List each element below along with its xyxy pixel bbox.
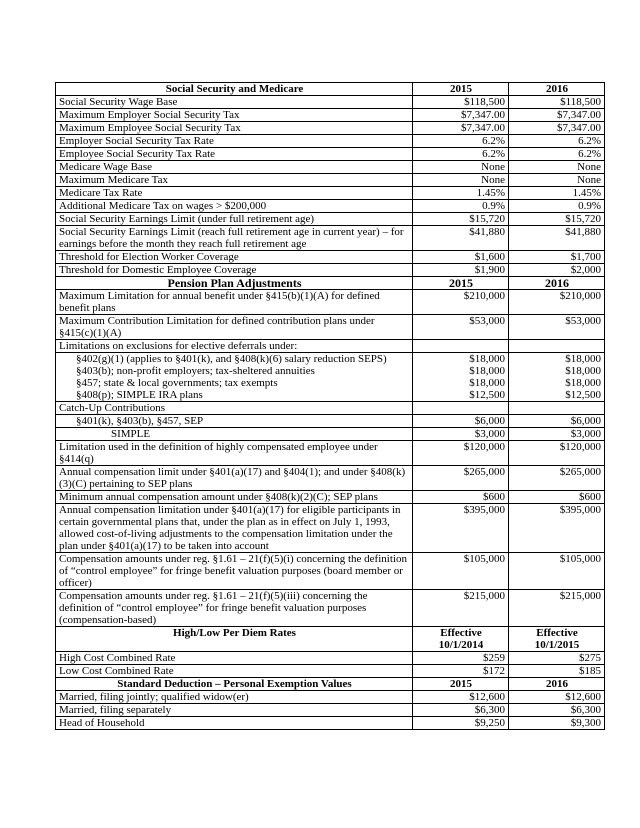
value-2015: $1,600 <box>413 251 509 264</box>
value-2016: $6,300 <box>509 704 605 717</box>
row-label: Maximum Employer Social Security Tax <box>56 109 413 122</box>
table-row <box>56 491 605 504</box>
value-2015: $12,600 <box>413 691 509 704</box>
value-2016: $1,700 <box>509 251 605 264</box>
table-row <box>56 402 605 415</box>
value-2015: $7,347.00 <box>413 109 509 122</box>
value-2015: None <box>413 174 509 187</box>
table-row <box>56 415 605 428</box>
row-label: Maximum Employee Social Security Tax <box>56 122 413 135</box>
table-row <box>56 187 605 200</box>
value-2016: $118,500 <box>509 96 605 109</box>
value-2015: $172 <box>413 665 509 678</box>
value-2016: $265,000 <box>509 466 605 491</box>
value-2015: 6.2% <box>413 135 509 148</box>
value-2015: $600 <box>413 491 509 504</box>
value-2015: $6,000 <box>413 415 509 428</box>
value-2015: $259 <box>413 652 509 665</box>
table-row <box>56 213 605 226</box>
value-2015: $105,000 <box>413 553 509 590</box>
value-2015: 1.45% <box>413 187 509 200</box>
table-row <box>56 161 605 174</box>
row-label: Maximum Contribution Limitation for defined contribution plans under §415(c)(1)(A) <box>56 315 413 340</box>
value-2015: $18,000 $18,000 $18,000 $12,500 <box>413 353 509 402</box>
column-year-header: 2016 <box>509 678 605 691</box>
value-2015: $15,720 <box>413 213 509 226</box>
value-2016: $18,000 $18,000 $18,000 $12,500 <box>509 353 605 402</box>
section-header <box>56 83 605 96</box>
table-row <box>56 96 605 109</box>
table-row <box>56 122 605 135</box>
row-label: Maximum Limitation for annual benefit under §415(b)(1)(A) for defined benefit plans <box>56 290 413 315</box>
table-row <box>56 148 605 161</box>
table-row <box>56 553 605 590</box>
table-row <box>56 109 605 122</box>
row-label: Employee Social Security Tax Rate <box>56 148 413 161</box>
value-2015: $6,300 <box>413 704 509 717</box>
value-2016: $7,347.00 <box>509 109 605 122</box>
tax-figures-body <box>56 83 605 730</box>
value-2016: 1.45% <box>509 187 605 200</box>
value-2016: 0.9% <box>509 200 605 213</box>
row-label: Annual compensation limit under §401(a)(17) and §404(1); and under §408(k)(3)(C) pertaining to SEP plans <box>56 466 413 491</box>
row-label: Employer Social Security Tax Rate <box>56 135 413 148</box>
row-label: Minimum annual compensation amount under §408(k)(2)(C); SEP plans <box>56 491 413 504</box>
table-row <box>56 665 605 678</box>
value-2016: None <box>509 161 605 174</box>
value-2016: $395,000 <box>509 504 605 553</box>
row-label: Head of Household <box>56 717 413 730</box>
row-label: Limitation used in the definition of highly compensated employee under §414(q) <box>56 441 413 466</box>
table-row <box>56 353 605 402</box>
section-header <box>56 627 605 652</box>
value-2015: $120,000 <box>413 441 509 466</box>
row-label: §402(g)(1) (applies to §401(k), and §408(k)(6) salary reduction SEPS) §403(b); non-profit employers; tax-sheltered annuities §457; state & local governments; tax exempts §408(p); SIMPLE IRA plans <box>56 353 413 402</box>
table-row <box>56 251 605 264</box>
value-2016: $210,000 <box>509 290 605 315</box>
row-label: Married, filing jointly; qualified widow(er) <box>56 691 413 704</box>
row-label: Compensation amounts under reg. §1.61 – 21(f)(5)(iii) concerning the definition of “control employee” for fringe benefit valuation purposes (compensation-based) <box>56 590 413 627</box>
row-label: Social Security Earnings Limit (reach full retirement age in current year) – for earnings before the month they reach full retirement age <box>56 226 413 251</box>
table-row <box>56 504 605 553</box>
section-header <box>56 277 605 290</box>
row-label: Medicare Tax Rate <box>56 187 413 200</box>
value-2015: $9,250 <box>413 717 509 730</box>
column-year-header: 2016 <box>509 277 605 290</box>
column-year-header: 2015 <box>413 277 509 290</box>
value-2016: None <box>509 174 605 187</box>
value-2016: $600 <box>509 491 605 504</box>
table-row <box>56 652 605 665</box>
value-2016: 6.2% <box>509 148 605 161</box>
value-2015: $7,347.00 <box>413 122 509 135</box>
value-2016: $53,000 <box>509 315 605 340</box>
table-row <box>56 315 605 340</box>
value-2015 <box>413 340 509 353</box>
column-year-header: Effective 10/1/2014 <box>413 627 509 652</box>
value-2015: $53,000 <box>413 315 509 340</box>
value-2015: None <box>413 161 509 174</box>
row-label: Annual compensation limitation under §401(a)(17) for eligible participants in certain governmental plans that, under the plan as in effect on July 1, 1993, allowed cost-of-living adjustments to the compensation limitation under the plan under §401(a)(17) to be taken into account <box>56 504 413 553</box>
column-year-header: 2016 <box>509 83 605 96</box>
value-2016: $9,300 <box>509 717 605 730</box>
value-2015: $210,000 <box>413 290 509 315</box>
value-2015: 6.2% <box>413 148 509 161</box>
row-label: Social Security Earnings Limit (under full retirement age) <box>56 213 413 226</box>
value-2015: 0.9% <box>413 200 509 213</box>
row-label: Medicare Wage Base <box>56 161 413 174</box>
row-label: High Cost Combined Rate <box>56 652 413 665</box>
table-row <box>56 135 605 148</box>
value-2015: $215,000 <box>413 590 509 627</box>
column-year-header: Effective 10/1/2015 <box>509 627 605 652</box>
value-2016: $120,000 <box>509 441 605 466</box>
table-row <box>56 428 605 441</box>
row-label: §401(k), §403(b), §457, SEP <box>56 415 413 428</box>
row-label: Threshold for Election Worker Coverage <box>56 251 413 264</box>
row-label: Low Cost Combined Rate <box>56 665 413 678</box>
table-row <box>56 340 605 353</box>
table-row <box>56 466 605 491</box>
section-header <box>56 678 605 691</box>
value-2016: $215,000 <box>509 590 605 627</box>
section-title: Social Security and Medicare <box>56 83 413 96</box>
tax-figures-table <box>55 82 605 730</box>
section-title: Standard Deduction – Personal Exemption Values <box>56 678 413 691</box>
value-2016: $12,600 <box>509 691 605 704</box>
value-2016: $15,720 <box>509 213 605 226</box>
value-2016: $3,000 <box>509 428 605 441</box>
table-row <box>56 200 605 213</box>
value-2016: $41,880 <box>509 226 605 251</box>
row-label: Limitations on exclusions for elective deferrals under: <box>56 340 413 353</box>
row-label: Social Security Wage Base <box>56 96 413 109</box>
row-label: Additional Medicare Tax on wages > $200,000 <box>56 200 413 213</box>
row-label: SIMPLE <box>56 428 413 441</box>
column-year-header: 2015 <box>413 83 509 96</box>
table-row <box>56 441 605 466</box>
table-row <box>56 691 605 704</box>
value-2016: $7,347.00 <box>509 122 605 135</box>
value-2015: $41,880 <box>413 226 509 251</box>
section-title: Pension Plan Adjustments <box>56 277 413 290</box>
value-2015: $265,000 <box>413 466 509 491</box>
value-2015: $3,000 <box>413 428 509 441</box>
table-row <box>56 290 605 315</box>
value-2016: $2,000 <box>509 264 605 277</box>
table-row <box>56 704 605 717</box>
value-2015: $118,500 <box>413 96 509 109</box>
value-2016: $105,000 <box>509 553 605 590</box>
table-row <box>56 717 605 730</box>
value-2016 <box>509 402 605 415</box>
row-label: Compensation amounts under reg. §1.61 – 21(f)(5)(i) concerning the definition of “control employee” for fringe benefit valuation purposes (board member or officer) <box>56 553 413 590</box>
row-label: Married, filing separately <box>56 704 413 717</box>
row-label: Threshold for Domestic Employee Coverage <box>56 264 413 277</box>
value-2015 <box>413 402 509 415</box>
row-label: Maximum Medicare Tax <box>56 174 413 187</box>
table-row <box>56 264 605 277</box>
value-2016: 6.2% <box>509 135 605 148</box>
column-year-header: 2015 <box>413 678 509 691</box>
value-2016 <box>509 340 605 353</box>
value-2016: $185 <box>509 665 605 678</box>
value-2015: $395,000 <box>413 504 509 553</box>
value-2016: $6,000 <box>509 415 605 428</box>
table-row <box>56 174 605 187</box>
table-row <box>56 590 605 627</box>
value-2015: $1,900 <box>413 264 509 277</box>
table-row <box>56 226 605 251</box>
value-2016: $275 <box>509 652 605 665</box>
section-title: High/Low Per Diem Rates <box>56 627 413 652</box>
row-label: Catch-Up Contributions <box>56 402 413 415</box>
